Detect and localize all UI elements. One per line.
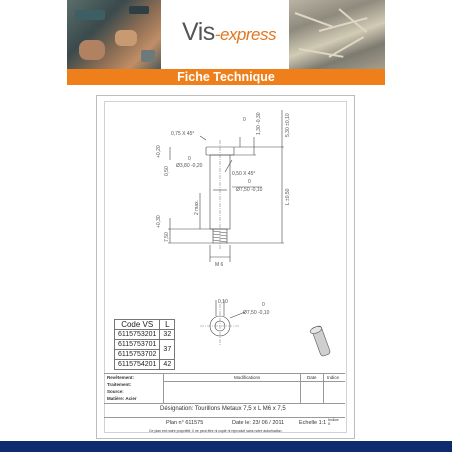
tb-indice-box: Indice 0 xyxy=(328,417,339,426)
dim-d380: Ø3,80 -0,20 xyxy=(176,163,203,169)
dim-d750b: Ø7,50 -0,10 xyxy=(243,310,270,316)
tb-source: Source: xyxy=(107,389,124,394)
tb-plan: Plan n° 611575 xyxy=(166,420,204,426)
tb-revetement: Revêtement: xyxy=(107,375,135,380)
dim-zero-b: 0 xyxy=(248,179,251,185)
tb-divider xyxy=(104,417,345,418)
tb-matiere: Matière: Acier xyxy=(107,396,137,401)
dim-zero-top: 0 xyxy=(243,117,246,123)
tb-notice: Ce plan est notre propriété, il ne peut être ni copié ni reproduit sans notre autorisation. xyxy=(149,429,283,433)
dim-maxlen: 2 max. xyxy=(194,199,200,215)
dim-chamfer-top: 0,75 X 45° xyxy=(171,131,195,137)
footer-bar xyxy=(0,441,452,452)
dim-l530: 5,30 ±0,10 xyxy=(285,113,291,137)
table-row: 6115753701 37 xyxy=(115,340,175,350)
dim-m6: M 6 xyxy=(215,262,224,268)
dim-l750: 7,50 xyxy=(164,232,170,242)
tb-date: Date xyxy=(307,375,317,380)
dim-l130: 1,30 -0,30 xyxy=(256,112,262,135)
tb-divider xyxy=(163,381,345,382)
dim-plus030: +0,30 xyxy=(156,215,162,228)
dim-h010: 0,10 xyxy=(218,299,228,305)
tb-indice: Indice xyxy=(327,375,340,380)
tb-traitement: Traitement: xyxy=(107,382,132,387)
tb-designation: Désignation: Tourillons Metaux 7,5 x L M6 x 7,5 xyxy=(160,406,286,412)
table-row: 6115753201 32 xyxy=(115,330,175,340)
dim-zero-c: 0 xyxy=(262,302,265,308)
tb-divider xyxy=(323,373,324,403)
dim-d750: Ø7,50 -0,10 xyxy=(236,187,263,193)
brand-logo: Vis-express xyxy=(182,18,276,46)
dim-l450: L ±0,50 xyxy=(285,188,291,205)
table-row: 6115754201 42 xyxy=(115,360,175,370)
col-l-header: L xyxy=(160,320,175,330)
tb-modifications: Modifications xyxy=(234,375,261,380)
dim-zero-a: 0 xyxy=(188,156,191,162)
code-table xyxy=(114,319,175,370)
tb-echelle: Echelle 1:1 xyxy=(299,420,327,426)
tb-divider xyxy=(104,373,345,374)
table-row: 6115753702 xyxy=(115,350,175,360)
dim-chamfer2: 0,50 X 45° xyxy=(232,171,256,177)
banner-title: Fiche Technique xyxy=(177,70,275,84)
tb-divider xyxy=(163,373,164,403)
tb-date-le: Date le: 23/ 06 / 2011 xyxy=(232,420,285,426)
tb-divider xyxy=(104,403,345,404)
tb-divider xyxy=(300,373,301,403)
dim-l050: 0,50 xyxy=(164,166,170,176)
col-code-header: Code VS xyxy=(115,320,160,330)
pin-3d-view xyxy=(309,325,330,357)
dim-plus020: +0,20 xyxy=(156,145,162,158)
